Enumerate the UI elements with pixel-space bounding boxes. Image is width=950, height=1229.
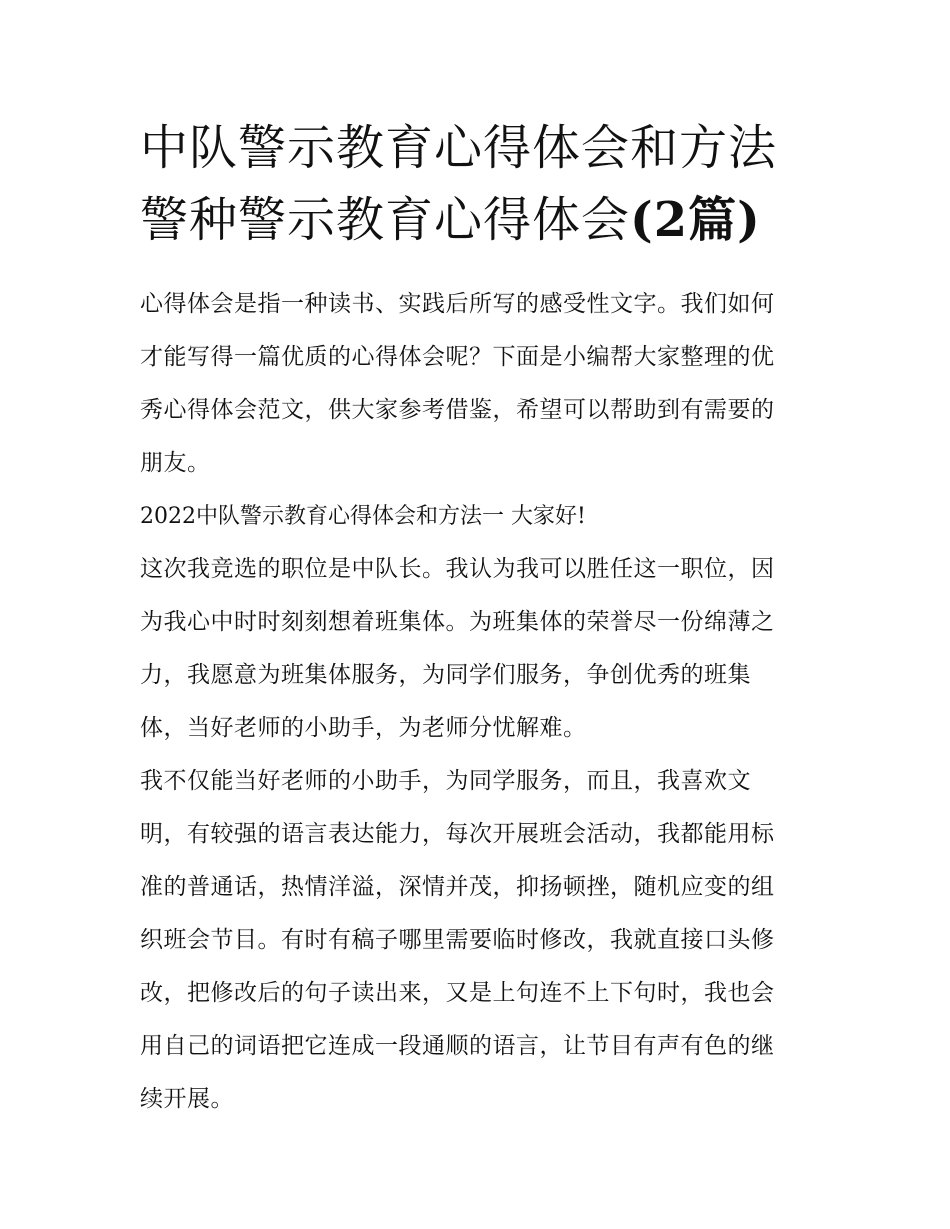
body-paragraph-1: [140, 543, 820, 755]
paragraph-line: 准的普通话，热情洋溢，深情并茂，抑扬顿挫，随机应变的组: [140, 874, 775, 900]
paragraph-line: 体，当好老师的小助手，为老师分忧解难。: [140, 715, 587, 741]
intro-line: 秀心得体会范文，供大家参考借鉴，希望可以帮助到有需要的: [140, 397, 775, 423]
paragraph-line: 织班会节目。有时有稿子哪里需要临时修改，我就直接口头修: [140, 927, 775, 953]
paragraph-line: 明，有较强的语言表达能力，每次开展班会活动，我都能用标: [140, 821, 775, 847]
paragraph-line: 我不仅能当好老师的小助手，为同学服务，而且，我喜欢文: [140, 768, 751, 794]
title-suffix: (2篇): [630, 192, 761, 248]
paragraph-line: 改，把修改后的句子读出来，又是上句连不上下句时，我也会: [140, 980, 775, 1006]
intro-line: 才能写得一篇优质的心得体会呢？下面是小编帮大家整理的优: [140, 344, 775, 370]
title-line-2: [140, 184, 820, 256]
intro-paragraph: [140, 278, 820, 490]
section-heading: 2022中队警示教育心得体会和方法一 大家好!: [140, 504, 586, 529]
intro-line: 朋友。: [140, 450, 211, 476]
title-line-1: 中队警示教育心得体会和方法: [140, 120, 778, 176]
intro-line: 心得体会是指一种读书、实践后所写的感受性文字。我们如何: [140, 291, 775, 317]
body-paragraph-2: [140, 755, 820, 1126]
paragraph-line: 用自己的词语把它连成一段通顺的语言，让节目有声有色的继: [140, 1033, 775, 1059]
paragraph-line: 力，我愿意为班集体服务，为同学们服务，争创优秀的班集: [140, 662, 751, 688]
document-page: [140, 112, 820, 1126]
paragraph-line: 为我心中时时刻刻想着班集体。为班集体的荣誉尽一份绵薄之: [140, 609, 775, 635]
paragraph-line: 续开展。: [140, 1086, 234, 1112]
paragraph-line: 这次我竞选的职位是中队长。我认为我可以胜任这一职位，因: [140, 556, 775, 582]
title-line-2-text: 警种警示教育心得体会: [140, 192, 631, 248]
document-title: [140, 112, 820, 256]
